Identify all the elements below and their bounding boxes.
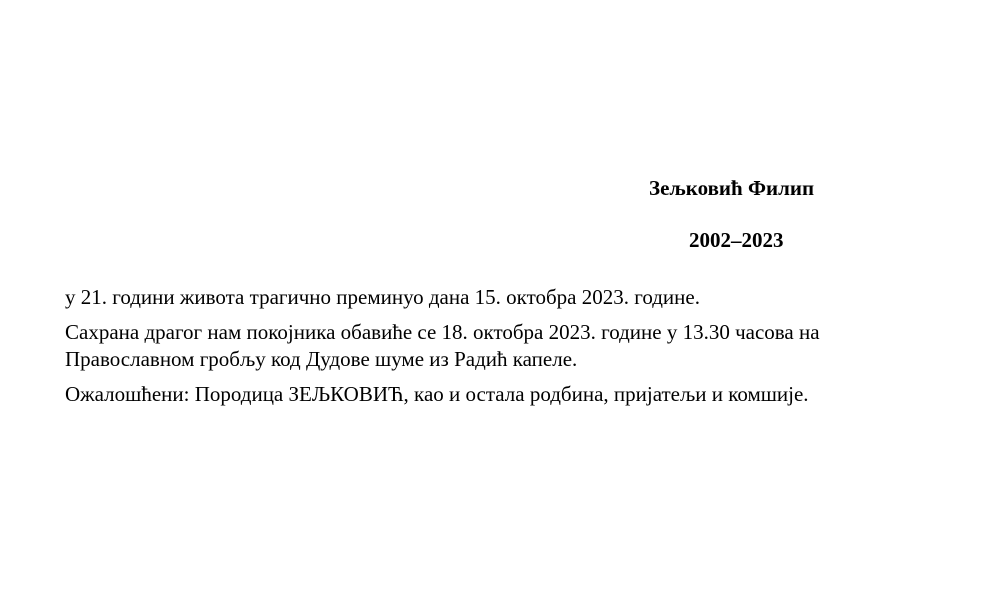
life-years: 2002–2023: [689, 228, 784, 252]
obituary-body: [65, 284, 965, 416]
funeral-line-1: Сахрана драгог нам покојника обавиће се 18. октобра 2023. године у 13.30 часова на: [65, 320, 820, 344]
funeral-line-2: Православном гробљу код Дудове шуме из Радић капеле.: [65, 347, 578, 371]
deceased-name: Зељковић Филип: [649, 176, 815, 200]
mourners-paragraph: Ожалошћени: Породица ЗЕЉКОВИЋ, као и остала родбина, пријатељи и комшије.: [65, 382, 809, 406]
funeral-paragraph: [65, 319, 965, 373]
death-notice-paragraph: у 21. години живота трагично преминуо дана 15. октобра 2023. године.: [65, 285, 700, 309]
